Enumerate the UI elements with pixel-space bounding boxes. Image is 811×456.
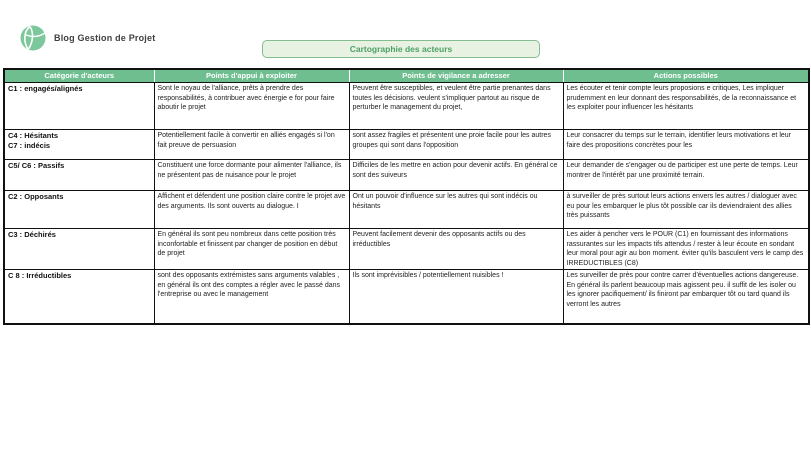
- cell-actions: Leur demander de s'engager ou de participer est une perte de temps. Leur montrer de l'intérêt par une proximité terrain.: [563, 160, 809, 191]
- cell-appui: Potentiellement facile à convertir en alliés engagés si l'on fait preuve de persuasion: [154, 130, 349, 160]
- actors-table: [3, 68, 810, 325]
- cell-vigilance: Ils sont imprévisibles / potentiellement nuisibles !: [349, 270, 563, 324]
- cell-category: [4, 191, 154, 229]
- table-row: [4, 160, 809, 191]
- cell-appui: Affichent et défendent une position claire contre le projet ave des arguments. Ils sont ouverts au dialogue. I: [154, 191, 349, 229]
- cell-category: [4, 160, 154, 191]
- cell-appui: sont des opposants extrémistes sans arguments valables , en général ils ont des comptes a régler avec le passé dans l'entreprise ou avec le management: [154, 270, 349, 324]
- table-row: [4, 229, 809, 270]
- cell-category: [4, 229, 154, 270]
- cell-vigilance: Peuvent être susceptibles, et veulent être partie prenantes dans toutes les décisions. veulent s'impliquer partout au risque de perturber le management du projet,: [349, 83, 563, 130]
- table-row: [4, 130, 809, 160]
- cell-actions: Les écouter et tenir compte leurs proposions e critiques, Les impliquer prudemment en leur donnant des responsabilités, de la reconnaissance et les exploiter pour influencer les hésitants: [563, 83, 809, 130]
- table-row: [4, 83, 809, 130]
- cell-actions: à surveiller de près surtout leurs actions envers les autres / dialoguer avec eu pour les embarquer le plus tôt possible car ils deviendraient des allies très puissants: [563, 191, 809, 229]
- category-label: C1 : engagés/alignés: [8, 84, 83, 93]
- column-header-categorie: Catégorie d'acteurs: [4, 69, 154, 83]
- category-label: C4 : Hésitants: [8, 131, 59, 140]
- category-label: C5/ C6 : Passifs: [8, 161, 65, 170]
- cell-vigilance: sont assez fragiles et présentent une proie facile pour les autres groupes qui sont dans l'opposition: [349, 130, 563, 160]
- cell-category: [4, 83, 154, 130]
- cell-vigilance: Peuvent facilement devenir des opposants actifs ou des irréductibles: [349, 229, 563, 270]
- table-row: [4, 270, 809, 324]
- cell-category: [4, 270, 154, 324]
- cell-appui: En général ils sont peu nombreux dans cette position très inconfortable et finissent par changer de position en début de projet: [154, 229, 349, 270]
- cell-appui: Sont le noyau de l'alliance, prêts à prendre des responsabilités, à contribuer avec énergie e for pour faire aboutir le projet: [154, 83, 349, 130]
- table-row: [4, 191, 809, 229]
- cell-vigilance: Difficiles de les mettre en action pour devenir actifs. En général ce sont des suiveurs: [349, 160, 563, 191]
- brand-name: Blog Gestion de Projet: [54, 33, 156, 43]
- leaf-sphere-icon: [20, 25, 47, 51]
- category-label: C3 : Déchirés: [8, 230, 56, 239]
- cell-actions: Les aider à pencher vers le POUR (C1) en fournissant des informations rassurantes sur les impacts tifs attendus / rester à leur écoute en sondant leur moral pour agir au bon moment. éviter qu'ils basculent vers le camp des IRREDUCTIBLES (C8): [563, 229, 809, 270]
- cell-category: [4, 130, 154, 160]
- column-header-vigilance: Points de vigilance a adresser: [349, 69, 563, 83]
- page-title: Cartographie des acteurs: [349, 44, 453, 54]
- column-header-actions: Actions possibles: [563, 69, 809, 83]
- cell-appui: Constituent une force dormante pour alimenter l'alliance, ils ne présentent pas de nuisance pour le projet: [154, 160, 349, 191]
- category-label: C 8 : Irréductibles: [8, 271, 72, 280]
- column-header-appui: Points d'appui à exploiter: [154, 69, 349, 83]
- brand: [20, 25, 155, 51]
- page-title-box: [262, 40, 540, 58]
- cell-actions: Les surveiller de près pour contre carrer d'éventuelles actions dangereuse. En général ils parlent beaucoup mais agissent peu. il suffit de les isoler ou les ignorer pacifiquement/ ils finiront par embarquer tôt ou tard quand ils verront les autres: [563, 270, 809, 324]
- cell-actions: Leur consacrer du temps sur le terrain, identifier leurs motivations et leur faire des propositions concrètes pour les: [563, 130, 809, 160]
- category-label-line2: C7 : indécis: [8, 140, 51, 150]
- header-row: [4, 69, 809, 83]
- cell-vigilance: Ont un pouvoir d'influence sur les autres qui sont indécis ou hésitants: [349, 191, 563, 229]
- category-label: C2 : Opposants: [8, 192, 64, 201]
